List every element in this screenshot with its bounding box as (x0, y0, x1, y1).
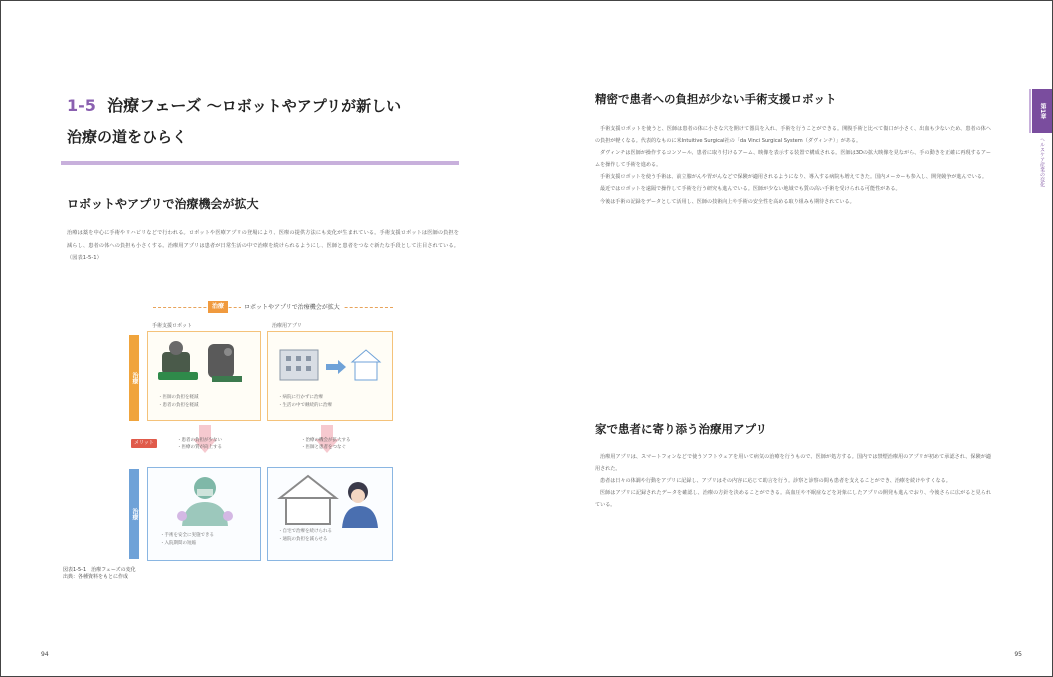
figure-header (153, 301, 393, 315)
box-note: ・手術を安全に実施できる (160, 533, 214, 538)
row-label-top: 治療 (129, 335, 139, 421)
body-paragraph: 手術支援ロボットを使うと、医師は患者の体に小さな穴を開けて器具を入れ、手術を行うことができる。開腹手術と比べて傷口が小さく、出血も少ないため、患者の体への負担が軽くなる。代表的なものに米Intuitive Surgical社の「da Vinci Surgical System（ダヴィンチ）」がある。 (595, 126, 991, 145)
figure-box-app (267, 323, 393, 421)
merit-note: ・医師と患者をつなぐ (301, 445, 346, 450)
surgical-robot-illustration (154, 338, 254, 388)
body-paragraph: 治療用アプリは、スマートフォンなどで使うソフトウェアを用いて病気の治療を行うもので、医師が処方する。国内では禁煙治療用のアプリが初めて承認され、保険が適用された。 (595, 454, 991, 473)
section-title-line1 (67, 93, 467, 116)
box-note: ・自宅で治療を続けられる (278, 529, 332, 534)
left-page (1, 1, 527, 676)
box-notes (160, 532, 214, 548)
body-paragraph: 最近ではロボットを遠隔で操作して手術を行う研究も進んでいる。医師が少ない地域でも質の高い手術を受けられる可能性がある。 (600, 186, 901, 193)
figure-badge: 治療 (208, 301, 228, 313)
merit-note: ・医療の質が向上する (177, 445, 222, 450)
page-number-left: 94 (41, 651, 49, 658)
box-notes (278, 394, 332, 410)
box-notes (278, 528, 332, 544)
row-label-bottom: 治療 (129, 469, 139, 559)
box-notes (158, 394, 199, 410)
box-note: ・生活の中で継続的に治療 (278, 403, 332, 408)
box-note: ・医師の負担を軽減 (158, 395, 199, 400)
box-title: 手術支援ロボット (152, 323, 193, 329)
figure-box-robot (147, 323, 261, 421)
chapter-tab-line (1029, 89, 1031, 133)
box-note: ・病院に行かずに治療 (278, 395, 323, 400)
section-title-line2: 治療の道をひらく (67, 128, 188, 146)
chapter-tab-title: ヘルスケア産業の変化 (1039, 137, 1045, 187)
body-paragraph: 患者は日々の体調や行動をアプリに記録し、アプリはその内容に応じて助言を行う。診察と診察の間も患者を支えることができ、治療を続けやすくなる。 (600, 478, 951, 485)
figure (125, 301, 397, 576)
figure-footnote-title: 図表1-5-1 治療フェーズの変化 (63, 567, 136, 573)
app-paragraphs (595, 451, 991, 511)
subsection-heading: ロボットやアプリで治療機会が拡大 (67, 197, 259, 211)
merit-notes-right (301, 437, 351, 451)
patient-at-home-illustration (274, 472, 384, 530)
box-title: 治療用アプリ (272, 323, 302, 329)
chapter-tab[interactable]: 第1章 (1032, 89, 1052, 133)
merit-note: ・患者の負担が少ない (177, 438, 222, 443)
subsection-heading-app: 家で患者に寄り添う治療用アプリ (595, 422, 768, 436)
page-number-right: 95 (1014, 651, 1022, 658)
body-paragraph: 医師はアプリに記録されたデータを確認し、治療の方針を決めることができる。高血圧や不眠症などを対象にしたアプリの開発も進んでおり、今後さらに広がると見られている。 (595, 490, 991, 509)
surgeon-illustration (170, 472, 240, 528)
merit-tag: メリット (131, 439, 157, 448)
figure-box-surgeon (147, 467, 261, 561)
body-paragraph: 手術支援ロボットを使う手術は、前立腺がんや胃がんなどで保険が適用されるようになり、導入する病院も増えてきた。国内メーカーも参入し、開発競争が進んでいる。 (600, 174, 988, 181)
figure-title: ロボットやアプリで治療機会が拡大 (241, 302, 343, 313)
figure-footnote-source: 出典：各種資料をもとに作成 (63, 574, 129, 580)
section-number: 1-5 (67, 96, 96, 115)
body-paragraph: ダヴィンチは医師が操作するコンソール、患者に取り付けるアーム、映像を表示する装置で構成される。医師は3Dの拡大映像を見ながら、手の動きを正確に再現するアームを操作して手術を進める。 (595, 150, 991, 169)
section-header (67, 93, 467, 147)
figure-footnote (63, 567, 136, 581)
section-title-sub: ～ロボットやアプリが新しい (206, 97, 402, 115)
figure-box-home (267, 467, 393, 561)
merit-note: ・治療の機会が拡大する (301, 438, 351, 443)
body-paragraph: 治療は薬を中心に手術やリハビリなどで行われる。ロボットや医療アプリの登場により、医療の提供方法にも変化が生まれている。手術支援ロボットは医師の負担を減らし、患者の体への負担も小さくする。治療用アプリは患者が日常生活の中で治療を続けられるようにし、医師と患者をつなぐ新たな手段として注目されている。（図表1-5-1） (67, 230, 459, 262)
box-note: ・患者の負担を軽減 (158, 403, 199, 408)
section-rule (61, 161, 459, 165)
merit-notes-left (177, 437, 222, 451)
section-title-main: 治療フェーズ (107, 96, 202, 115)
robot-paragraphs (595, 123, 991, 208)
body-paragraph: 今後は手術の記録をデータとして活用し、医師の技術向上や手術の安全性を高める取り組みも期待されている。 (600, 198, 855, 205)
hospital-to-home-illustration (274, 338, 384, 388)
right-page (527, 1, 1052, 676)
subsection-heading-robot: 精密で患者への負担が少ない手術支援ロボット (595, 92, 837, 106)
box-note: ・入院期間の短縮 (160, 541, 196, 546)
box-note: ・通院の負担を減らせる (278, 537, 328, 542)
